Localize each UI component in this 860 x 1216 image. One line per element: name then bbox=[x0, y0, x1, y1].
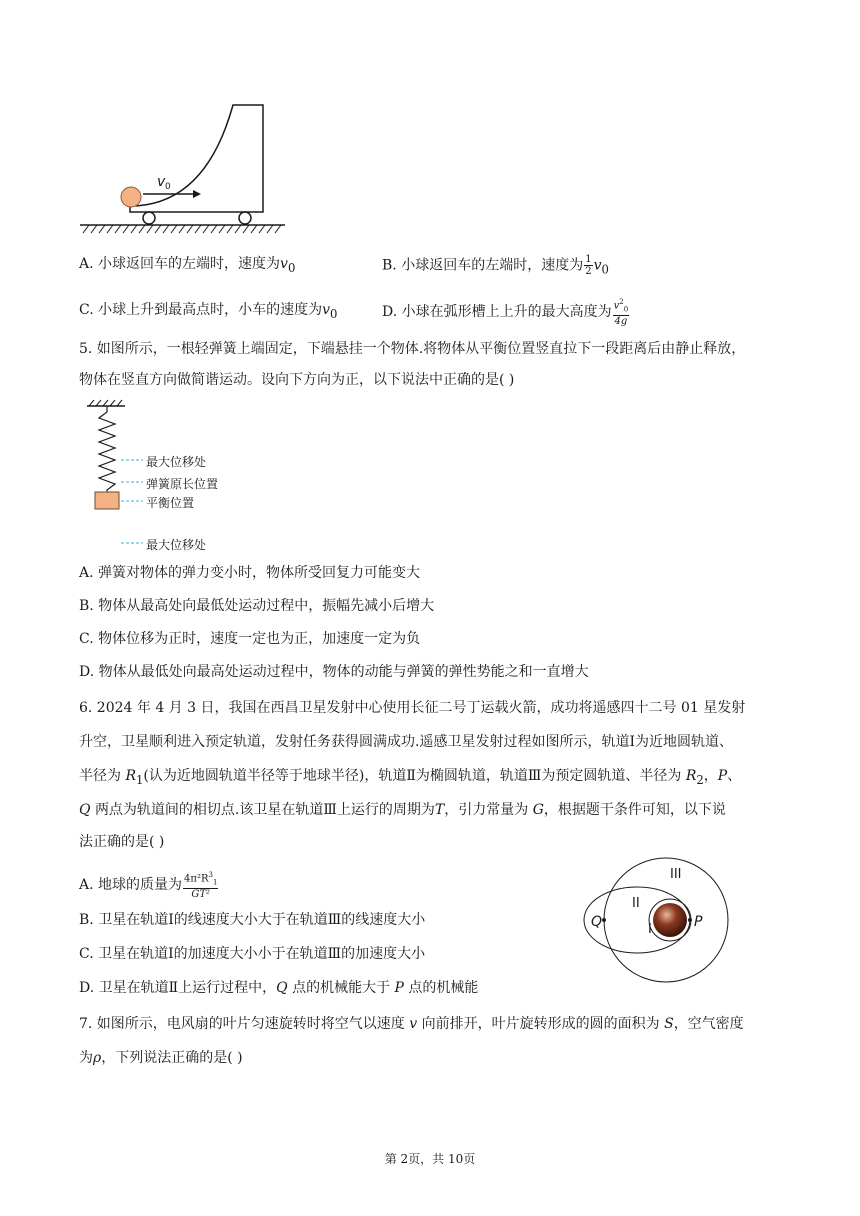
q4-option-d[interactable]: D. 小球在弧形槽上上升的最大高度为 $\frac{v^2_0}{4g}$ bbox=[382, 298, 629, 328]
page-footer: 第 2页，共 10页 bbox=[384, 1152, 476, 1166]
q5-option-a[interactable]: A. 弹簧对物体的弹力变小时，物体所受回复力可能变大 bbox=[79, 565, 421, 581]
q6-stem-line3: 半径为 $R_1$(认为近地圆轨道半径等于地球半径)，轨道Ⅱ为椭圆轨道，轨道Ⅲ为预定圆轨道、半径为 $R_2$，P、 bbox=[79, 768, 742, 787]
q6-stem-line2: 升空，卫星顺利进入预定轨道，发射任务获得圆满成功.遥感卫星发射过程如图所示，轨道Ⅰ为近地圆轨道、 bbox=[79, 734, 733, 750]
label-max-displacement-bottom: 最大位移处 bbox=[146, 538, 207, 552]
q5-option-b[interactable]: B. 物体从最高处向最低处运动过程中，振幅先减小后增大 bbox=[79, 598, 435, 614]
label-point-p: P bbox=[694, 914, 703, 930]
q5-stem-line2: 物体在竖直方向做简谐运动。设向下方向为正，以下说法中正确的是( ) bbox=[79, 372, 515, 388]
q6-option-a[interactable]: A. 地球的质量为 $\frac{4\pi^2R^3_1}{\text{GT²}}$ bbox=[79, 871, 218, 901]
q6-option-d[interactable]: D. 卫星在轨道Ⅱ上运行过程中，Q 点的机械能大于 P 点的机械能 bbox=[79, 980, 479, 996]
q5-option-d[interactable]: D. 物体从最低处向最高处运动过程中，物体的动能与弹簧的弹性势能之和一直增大 bbox=[79, 664, 589, 680]
hanging-block bbox=[95, 492, 119, 509]
orbit-figure bbox=[591, 834, 734, 984]
velocity-subscript: 0 bbox=[165, 182, 171, 192]
q7-stem-line2: 为ρ，下列说法正确的是( ) bbox=[79, 1050, 243, 1066]
q6-option-c[interactable]: C. 卫星在轨道Ⅰ的加速度大小小于在轨道Ⅲ的加速度大小 bbox=[79, 946, 426, 962]
q4-option-a[interactable]: A. 小球返回车的左端时，速度为$v_0$ bbox=[79, 256, 296, 275]
label-point-q: Q bbox=[591, 914, 603, 930]
q6-stem-line5: 法正确的是( ) bbox=[79, 834, 165, 850]
label-max-displacement-top: 最大位移处 bbox=[146, 455, 207, 469]
cart-wheel-right bbox=[239, 212, 251, 224]
ball bbox=[121, 187, 141, 207]
q7-stem-line1: 7. 如图所示，电风扇的叶片匀速旋转时将空气以速度 v 向前排开，叶片旋转形成的圆的面积为 S，空气密度 bbox=[79, 1016, 744, 1032]
label-orbit-iii: III bbox=[670, 867, 682, 882]
label-orbit-i: I bbox=[648, 922, 652, 937]
velocity-label: v bbox=[157, 174, 166, 190]
q6-stem-line4: Q 两点为轨道间的相切点.该卫星在轨道Ⅲ上运行的周期为T，引力常量为 G，根据题干条件可知，以下说 bbox=[79, 802, 726, 818]
earth bbox=[653, 903, 687, 937]
q6-option-b[interactable]: B. 卫星在轨道Ⅰ的线速度大小大于在轨道Ⅲ的线速度大小 bbox=[79, 912, 426, 928]
q5-option-c[interactable]: C. 物体位移为正时，速度一定也为正，加速度一定为负 bbox=[79, 631, 421, 647]
label-equilibrium: 平衡位置 bbox=[146, 496, 195, 510]
cart-track-figure bbox=[75, 100, 295, 240]
label-orbit-ii: II bbox=[632, 896, 640, 911]
spring bbox=[99, 406, 115, 492]
cart-wheel-left bbox=[143, 212, 155, 224]
q4-option-b[interactable]: B. 小球返回车的左端时，速度为 $\frac{1}{2}$ $v_0$ bbox=[382, 254, 609, 277]
label-natural-length: 弹簧原长位置 bbox=[146, 477, 219, 491]
q4-option-c[interactable]: C. 小球上升到最高点时，小车的速度为$v_0$ bbox=[79, 302, 338, 321]
q6-stem-line1: 6. 2024 年 4 月 3 日，我国在西昌卫星发射中心使用长征二号丁运载火箭，成功将遥感四十二号 01 星发射 bbox=[79, 700, 746, 716]
q5-stem-line1: 5. 如图所示，一根轻弹簧上端固定，下端悬挂一个物体.将物体从平衡位置竖直拉下一段距离后由静止释放， bbox=[79, 341, 746, 357]
